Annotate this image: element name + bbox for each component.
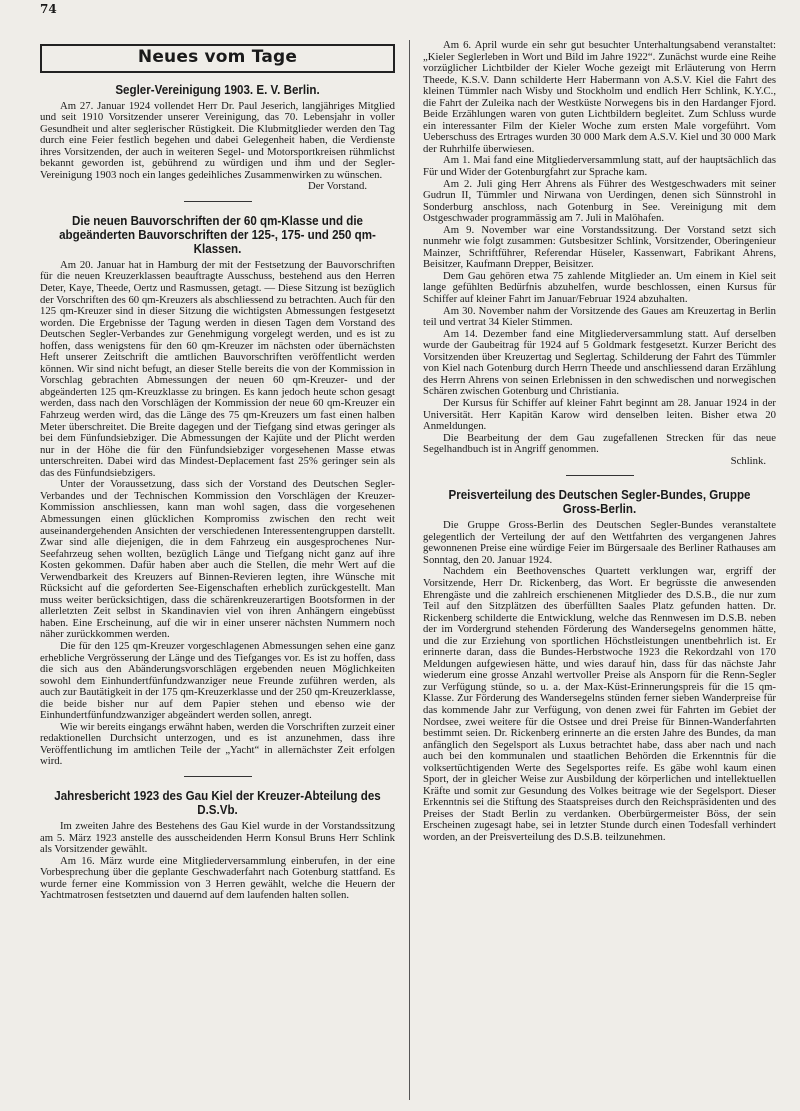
article-paragraph: Die Gruppe Gross-Berlin des Deutschen Segler-Bundes veranstaltete gelegentlich der Verteilung der auf den Wettfahrten des vergangenen Jahres gewonnenen Preise eine würdige Feier im Bürgersaale des Berliner Rathauses am Sonntag, den 20. Januar 1924. bbox=[423, 519, 776, 566]
column-divider bbox=[409, 40, 410, 1100]
article-paragraph: Die Bearbeitung der dem Gau zugefallenen Strecken für das neue Segelhandbuch ist in Angriff genommen. bbox=[423, 431, 776, 456]
article-paragraph: Dem Gau gehören etwa 75 zahlende Mitglieder an. Um einem in Kiel seit lange gefühlten Bedürfnis abzuhelfen, wurde beschlossen, einen Kursus für Schiffer auf kleiner Fahrt im Januar/Februar 1924 abzuhalten. bbox=[423, 269, 776, 306]
article-paragraph: Am 6. April wurde ein sehr gut besuchter Unterhaltungsabend veranstaltet: „Kieler Seglerleben in Wort und Bild im Jahre 1922“. Zunächst wurde eine Reihe vorzüglicher Lichtbilder der Kieler Woche gezeigt mit Erläuterung von Herrn Theede, K.S.V. Dann schilderte Herr Habermann von A.S.V. Kiel die Fahrt des kleinen Tümmler nach Wisby und Stockholm und endlich Herr Schlink, K.Y.C., die Fahrt der Zuleika nach der Westküste Norwegens bis in den Hardanger Fjord. Beide Erzählungen waren von guten Lichtbildern begleitet. Zum Schluss wurde ein interessanter Film der Kieler Woche zum ersten Male vorgeführt. Vom Ueberschuss des Ertrages wurden 30 000 Mark dem A.S.V. Kiel und 30 000 Mark der Ruhrhilfe überwiesen. bbox=[423, 39, 776, 155]
article-paragraph: Am 20. Januar hat in Hamburg der mit der Festsetzung der Bauvorschriften für die neuen Kreuzerklassen beauftragte Ausschuss, bestehend aus den Herren Deter, Kaye, Theede, Oertz und Rasmussen, getagt. — Diese Sitzung ist bezüglich der Vorschriften des 60 qm-Kreuzers als abschliessend zu betrachten. Auch für den 125 qm-Kreuzer sind in dieser Sitzung die wichtigsten Abmessungen festgesetzt worden. Die Ergebnisse der Tagung werden in diesen Tagen dem Vorstand des Deutschen Segler-Verbandes zur Genehmigung vorgelegt werden, und es ist zu hoffen, dass wenigstens für den 60 qm-Kreuzer im nächsten oder übernächsten Heft unserer Zeitschrift die amtlichen Bauvorschriften veröffentlicht werden können. Wir sind nicht befugt, an dieser Stelle bereits die von der Kommission in Vorschlag gebrachten Abmessungen der neuen 60 qm-Kreuzer- und der abgeänderten 125 qm-Kreuzklasse zu bringen. Es kann jedoch heute schon gesagt werden, dass nach den Vorschlägen der Kommission der neue 60 qm-Kreuzer ein Fahrzeug werden wird, das die Länge des 75 qm-Kreuzers um fast einen halben Meter überschreitet. Die Breite dagegen und der Tiefgang sind etwas geringer als bei dem Fünfundsiebziger. Die Abmessungen der Kajüte und der Plicht werden nur in der Höhe die für den Fünfundsiebziger vorgesehenen Masse etwas unterschreiten. Dabei wird das Mindest-Deplacement fast 25% geringer sein als das des Fünfundsiebzigers. bbox=[40, 258, 395, 479]
separator-rule bbox=[566, 475, 634, 476]
article-paragraph: Am 14. Dezember fand eine Mitgliederversammlung statt. Auf derselben wurde der Gaubeitrag für 1924 auf 5 Goldmark festgesetzt. Kurzer Bericht des Vorsitzenden über Kreuzertag und Seglertag. Schilderung der Fahrt des Tümmler von Kiel nach Gotenburg durch Herrn Theede und anschliessend daran Erzählung des Herrn Ahrens von seinen Erlebnissen in den schwedischen und norwegischen Schären zwischen Gotenburg und Christiania. bbox=[423, 327, 776, 398]
article-paragraph: Am 2. Juli ging Herr Ahrens als Führer des Westgeschwaders mit seiner Gudrun II, Tümmler und Nirwana von Uerdingen, denen sich Sünnstrohl in Sonderburg anschloss, nach Gotenburg in See. Vereinigung mit dem Ostgeschwader programmässig am 7. Juli in Malöhafen. bbox=[423, 177, 776, 225]
article-paragraph: Am 30. November nahm der Vorsitzende des Gaues am Kreuzertag in Berlin teil und vertrat 34 Kieler Stimmen. bbox=[423, 304, 776, 329]
article-paragraph: Am 27. Januar 1924 vollendet Herr Dr. Paul Jeserich, langjähriges Mitglied und seit 1910 Vorsitzender unserer Vereinigung, das 70. Lebensjahr in voller Gesundheit und alter seglerischer Rüstigkeit. Die Klubmitglieder werden den Tag durch eine Feier festlich begehen und dabei Gelegenheit haben, die Verdienste ihres Vorsitzenden, der auch in weiteren Segel- und Motorsportkreisen rühmlichst bekannt geworden ist, gebührend zu würdigen und ihm und der Segler-Vereinigung 1903 noch ein langes gedeihliches Zusammenwirken zu wünschen. bbox=[40, 99, 395, 181]
article-paragraph: Wie wir bereits eingangs erwähnt haben, werden die Vorschriften zurzeit einer redaktionellen Durchsicht unterzogen, und es ist anzunehmen, dass ihre Veröffentlichung im amtlichen Teile der „Yacht“ in allernächster Zeit erfolgen wird. bbox=[40, 720, 395, 768]
article-title: Jahresbericht 1923 des Gau Kiel der Kreuzer-Abteilung des D.S.Vb. bbox=[54, 788, 381, 817]
left-column bbox=[40, 40, 395, 902]
section-title-box bbox=[40, 44, 395, 73]
article-title: Segler-Vereinigung 1903. E. V. Berlin. bbox=[115, 82, 320, 97]
article-paragraph: Am 9. November war eine Vorstandssitzung. Der Vorstand setzt sich nunmehr wie folgt zusammen: Gutsbesitzer Schlink, Vorsitzender, Oberingenieur Mainzer, Schriftführer, Referendar Hüseler, Kassenwart, Fabrikant Ahrens, Beisitzer, Kaufmann Drepper, Beisitzer. bbox=[423, 223, 776, 271]
article-paragraph: Am 16. März wurde eine Mitgliederversammlung einberufen, in der eine Vorbesprechung über die geplante Geschwaderfahrt nach Gotenburg stattfand. Es wurde ferner eine Kommission von 3 Herren gewählt, welche die Heuern der Yachtmatrosen festsetzten und dauernd auf dem laufenden halten sollen. bbox=[40, 854, 395, 902]
section-title: Neues vom Tage bbox=[137, 47, 298, 67]
article-title: Preisverteilung des Deutschen Segler-Bundes, Gruppe Gross-Berlin. bbox=[448, 488, 751, 517]
article-paragraph: Nachdem ein Beethovensches Quartett verklungen war, ergriff der Vorsitzende, Herr Dr. Rickenberg, das Wort. Er begrüsste die anwesenden Ehrengäste und die zahlreich erschienenen Mitglieder des D.S.B., die nur zum Teil auf den Sitzplätzen des überfüllten Saales Platz gefunden hatten. Dr. Rickenberg schilderte die Entwicklung, welche das Rennwesen im D.S.B. neben der im Vordergrund stehenden Förderung des Wandersegelns genommen hätte, und die zur Erziehung von sportlichen Höchstleistungen unentbehrlich ist. Er erinnerte daran, dass die Bundes-Herbstwoche 1923 die Rekordzahl von 170 Meldungen aufgewiesen hätte, und wies darauf hin, dass für das nächste Jahr wiederum eine grosse Anzahl wertvoller Preise als Ansporn für die Renn-Segler zur Verfügung stünde, so u. a. der Max-Küst-Erinnerungspreis für die 15 qm-Klasse. Zur Förderung des Wandersegelns stünden ferner sieben Wanderpreise für das kommende Jahr zur Verfügung, von denen zwei für Fahrten im Gebiet der Nordsee, zwei weitere für die Ostsee und drei Preise für Binnen-Wanderfahrten bestimmt seien. Dr. Rickenberg erinnerte an die ersten Jahre des Bundes, da man anfänglich den Segelsport als Luxus betrachtet habe, dass aber nach und nach auch bei den kommunalen und staatlichen Behörden die Erkenntnis für die volksertüchtigenden Werte des Segelsportes reife. Es gäbe wohl kaum einen Sport, der in gleicher Weise zur Ausbildung der körperlichen und intellektuellen Kräfte und somit zur Gesundung des Volkes beitrage wie der Segelsport. Dieser Erkenntnis sei die Stiftung des Staatspreises durch den Reichspräsidenten und des Preises der Stadt Berlin zu verdanken. Oberbürgermeister Böss, der sein Erscheinen zugesagt habe, sei in letzter Stunde durch einen Todesfall verhindert worden, an der Preisverteilung des D.S.B. teilzunehmen. bbox=[423, 565, 776, 843]
article-signature: Der Vorstand. bbox=[308, 180, 367, 193]
article-paragraph: Der Kursus für Schiffer auf kleiner Fahrt beginnt am 28. Januar 1924 in der Universität. Herr Kapitän Karow wird denselben leiten. Bisher etwa 20 Anmeldungen. bbox=[423, 396, 776, 433]
article-title: Die neuen Bauvorschriften der 60 qm-Klasse und die abgeänderten Bauvorschriften der 125-, 175- und 250 qm-Klassen. bbox=[59, 213, 376, 256]
page-number: 74 bbox=[40, 2, 57, 16]
article-signature: Schlink. bbox=[730, 454, 766, 467]
right-column bbox=[423, 40, 776, 844]
separator-rule bbox=[184, 776, 252, 777]
article-paragraph: Im zweiten Jahre des Bestehens des Gau Kiel wurde in der Vorstandssitzung am 5. März 1923 anstelle des ausscheidenden Herrn Konsul Bruns Herr Schlink als Vorsitzender gewählt. bbox=[40, 819, 395, 856]
article-paragraph: Am 1. Mai fand eine Mitgliederversammlung statt, auf der hauptsächlich das Für und Wider der Gotenburgfahrt zur Sprache kam. bbox=[423, 154, 776, 179]
article-paragraph: Die für den 125 qm-Kreuzer vorgeschlagenen Abmessungen sehen eine ganz erhebliche Vergrösserung der Länge und des Tiefganges vor. Es ist zu hoffen, dass die sich aus den Abänderungsvorschlägen ergebenden neuen Möglichkeiten sowohl dem Einhundertfünfundzwanziger neue Freunde zuführen werden, als auch zur Bautätigkeit in der 175 qm-Kreuzerklasse und der 250 qm-Kreuzerklasse, die beide bisher nur auf dem Papier stehen und ebenso wie der Einhundertfünfundzwanziger abgeändert werden sollen, anregt. bbox=[40, 639, 395, 722]
article-paragraph: Unter der Voraussetzung, dass sich der Vorstand des Deutschen Segler-Verbandes und der Technischen Kommission den Vorschlägen der Kreuzer-Kommission anschliessen, kann man wohl sagen, dass die vorgesehenen Abmessungen einen glücklichen Kompromiss zwischen den recht weit auseinandergehenden Ansichten der verschiedenen Interessentengruppen darstellt. Zwar sind alle diejenigen, die in dem Fahrzeug ein ausgesprochenes Nur-Seefahrzeug sehen wollten, bezüglich Länge und Tiefgang nicht ganz auf ihre Kosten gekommen. Dafür haben aber auch die Stellen, die mehr Wert auf die Verwendbarkeit des Kreuzers auf Binnen-Revieren legten, ihre Wünsche mit Rücksicht auf die geforderten See-Eigenschaften erheblich zurückgestellt. Man muss weiter berücksichtigen, dass die schärenkreuzerartigen Bootsformen in der allerletzten Zeit selbst in Skandinavien viel von ihren Anhängern eingebüsst haben. Eine Erscheinung, auf die wir in einer unserer nächsten Nummern noch näher zurückkommen werden. bbox=[40, 478, 395, 641]
separator-rule bbox=[184, 201, 252, 202]
